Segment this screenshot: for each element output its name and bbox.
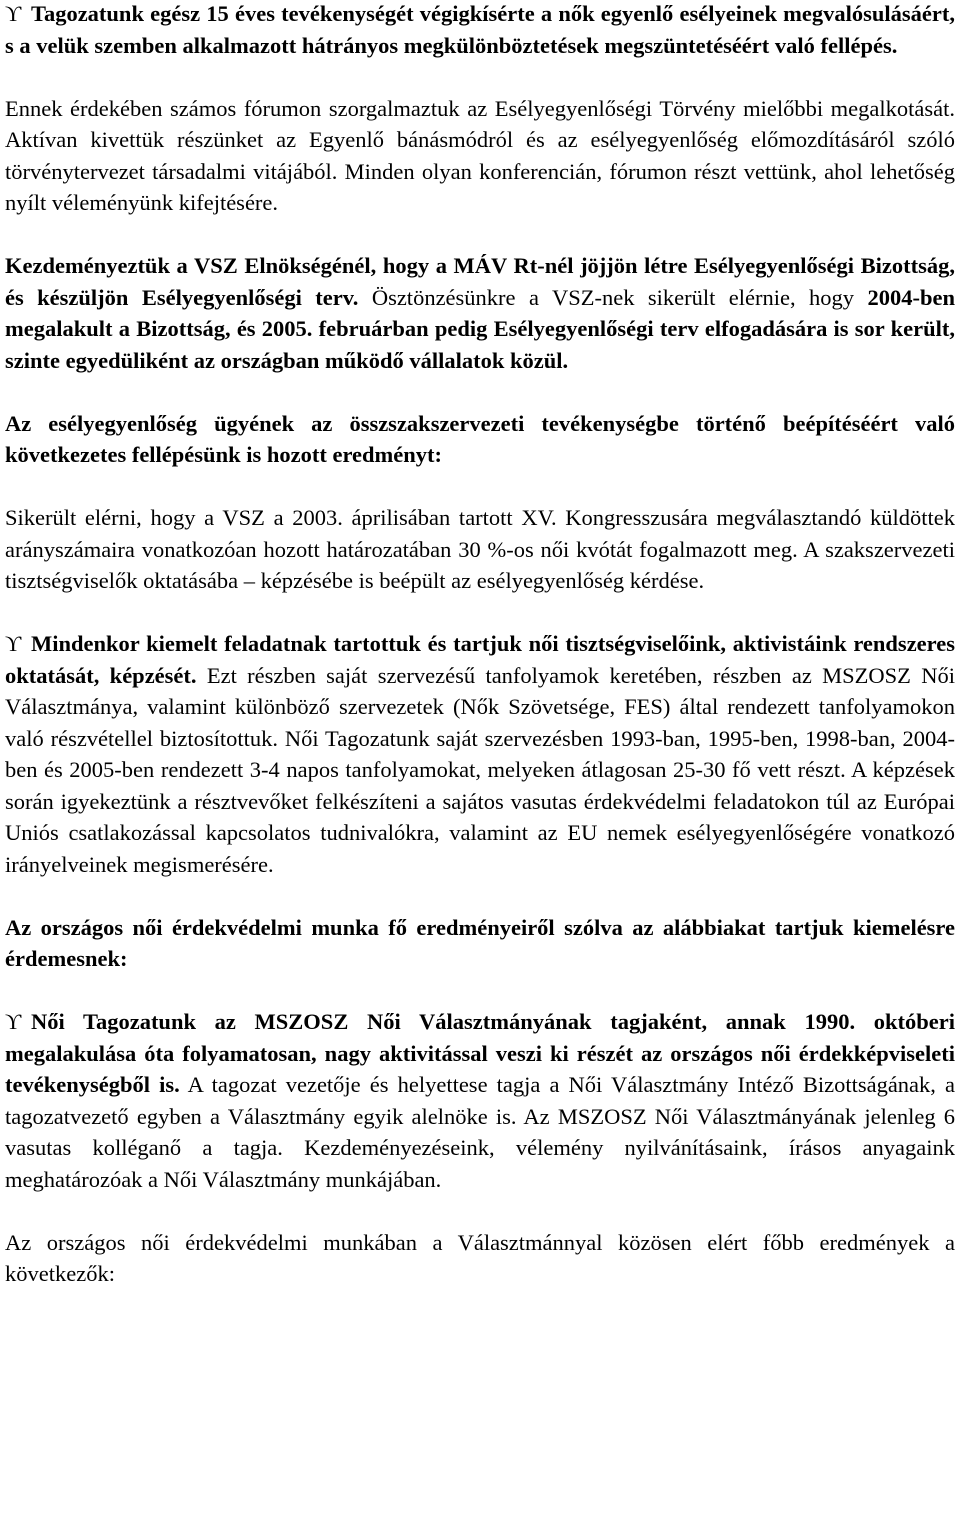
paragraph-training-text: Ezt részben saját szervezésű tanfolyamok keretében, részben az MSZOSZ Női Választmánya, valamint különböző szervezetek (Nők Szövetsége, FES) által rendezett tanfolyamokon való részvétellel biztosítottuk. Női Tagozatunk saját szervezésben 1993-ban, 1995-ben, 1998-ban, 2004-ben és 2005-ben rendezett 3-4 napos tanfolyamokat, melyeken átlagosan 25-30 fő vett részt. A képzések során igyekeztünk a résztvevőket felkészíteni a sajátos vasutas érdekvédelmi feladatokon túl az Európai Uniós csatlakozással kapcsolatos tudnivalókra, valamint az EU nemek esélyegyenlőségére vonatkozó irányelveinek megismerésére.: [5, 662, 955, 877]
paragraph-heading-result: [5, 408, 955, 471]
paragraph-intro-bold: Tagozatunk egész 15 éves tevékenységét végigkísérte a nők egyenlő esélyeinek megvalósulásáért, s a velük szemben alkalmazott hátrányos megkülönböztetések megszüntetéséért való fellépés.: [5, 1, 955, 58]
paragraph-mszosz: [5, 1006, 955, 1195]
paragraph-committee: [5, 250, 955, 376]
bullet-icon: ϒ: [5, 631, 22, 656]
paragraph-congress-text: Sikerült elérni, hogy a VSZ a 2003. áprilisában tartott XV. Kongresszusára megválasztandó küldöttek arányszámaira vonatkozóan hozott határozatában 30 %-os női kvótát fogalmazott meg. A szakszervezeti tisztségviselők oktatásába – képzésébe is beépült az esélyegyenlőség kérdése.: [5, 505, 955, 593]
bullet-icon: ϒ: [5, 1, 22, 26]
paragraph-heading-national: [5, 912, 955, 975]
paragraph-congress: [5, 502, 955, 597]
paragraph-committee-text: Ösztönzésünkre a VSZ-nek sikerült elérnie, hogy: [358, 284, 868, 310]
paragraph-results-text: Az országos női érdekvédelmi munkában a Választmánnyal közösen elért főbb eredmények a következők:: [5, 1229, 955, 1286]
paragraph-intro: [5, 0, 955, 61]
paragraph-heading-national-bold: Az országos női érdekvédelmi munka fő eredményeiről szólva az alábbiakat tartjuk kiemelésre érdemesnek:: [5, 914, 955, 971]
paragraph-committee-bold-1: Kezdeményeztük a VSZ Elnökségénél, hogy a MÁV Rt-nél jöjjön létre Esélyegyenlőségi Bizottság, és készüljön Esélyegyenlőségi terv.: [5, 253, 955, 310]
paragraph-heading-result-bold: Az esélyegyenlőség ügyének az összszakszervezeti tevékenységbe történő beépítéséért való következetes fellépésünk is hozott eredményt:: [5, 410, 955, 467]
paragraph-mszosz-bold: Női Tagozatunk az MSZOSZ Női Választmányának tagjaként, annak 1990. októberi megalakulása óta folyamatosan, nagy aktivitással veszi ki részét az országos női érdekképviseleti tevékenységből is.: [5, 1009, 955, 1097]
paragraph-results: [5, 1227, 955, 1290]
paragraph-mszosz-text: A tagozat vezetője és helyettese tagja a Női Választmány Intéző Bizottságának, a tagozatvezető egyben a Választmány egyik alelnöke is. Az MSZOSZ Női Választmányának jelenleg 6 vasutas kolléganő a tagja. Kezdeményezéseink, vélemény nyilvánításaink, írásos anyagaink meghatározóak a Női Választmány munkájában.: [5, 1072, 955, 1192]
paragraph-training-bold: Mindenkor kiemelt feladatnak tartottuk és tartjuk női tisztségviselőink, aktivistáink rendszeres oktatását, képzését.: [5, 631, 955, 688]
paragraph-training: [5, 628, 955, 880]
paragraph-committee-bold-2: 2004-ben megalakult a Bizottság, és 2005. februárban pedig Esélyegyenlőségi terv elfogadására is sor került, szinte egyedüliként az országban működő vállalatok közül.: [5, 284, 955, 373]
bullet-icon: ϒ: [5, 1009, 22, 1034]
paragraph-forums: [5, 93, 955, 219]
paragraph-forums-text: Ennek érdekében számos fórumon szorgalmaztuk az Esélyegyenlőségi Törvény mielőbbi megalkotását. Aktívan kivettük részünket az Egyenlő bánásmódról és az esélyegyenlőség előmozdításáról szóló törvénytervezet társadalmi vitájából. Minden olyan konferencián, fórumon részt vettünk, ahol lehetőség nyílt véleményünk kifejtésére.: [5, 95, 955, 215]
